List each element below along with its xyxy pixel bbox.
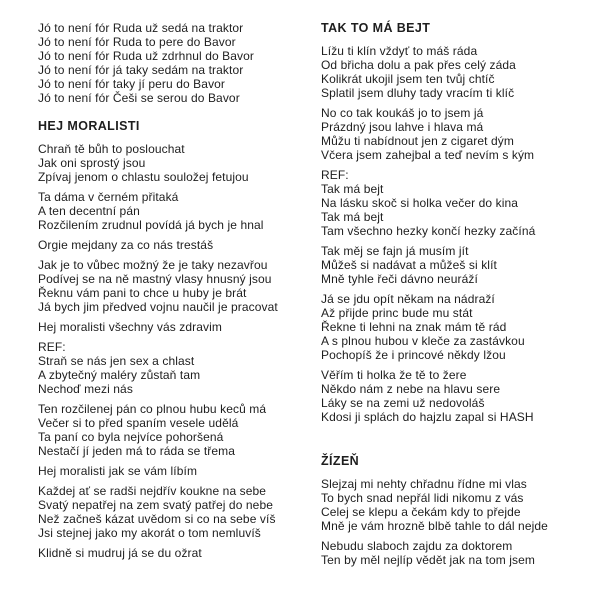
lyric-line: Pochopíš že i princové někdy lžou xyxy=(321,348,506,362)
lyric-line: Než začneš kázat uvědom si co na sebe víš xyxy=(38,512,276,526)
lyric-line: Tak má bejt xyxy=(321,182,384,196)
lyric-line: Hej moralisti jak se vám líbím xyxy=(38,464,198,478)
lyric-line: Každej ať se radši nejdřív koukne na sebe xyxy=(38,484,267,498)
lyric-line: Jak je to vůbec možný že je taky nezavřou xyxy=(38,258,268,272)
stanza xyxy=(321,244,586,286)
stanza xyxy=(38,190,303,232)
lyric-line: Klidně si mudruj já se du ožrat xyxy=(38,546,202,560)
song-title: TAK TO MÁ BEJT xyxy=(321,21,431,35)
lyric-line: Kdosi ji splách do hajzlu zapal si HASH xyxy=(321,410,534,424)
stanza xyxy=(321,44,586,100)
lyric-line: Jak oni sprostý jsou xyxy=(38,156,146,170)
lyric-line: Jó to není fór taky jí peru do Bavor xyxy=(38,77,226,91)
lyric-line: Orgie mejdany za co nás trestáš xyxy=(38,238,214,252)
stanza xyxy=(321,292,586,362)
stanza xyxy=(38,258,303,314)
lyric-line: Ten rozčilenej pán co plnou hubu keců má xyxy=(38,402,267,416)
lyric-line: Chraň tě bůh to poslouchat xyxy=(38,142,185,156)
lyric-line: REF: xyxy=(38,340,66,354)
lyric-line: Mně je vám hrozně blbě tahle to dál nejde xyxy=(321,519,548,533)
lyric-line: Někdo nám z nebe na hlavu sere xyxy=(321,382,501,396)
stanza xyxy=(321,368,586,424)
lyric-line: Nechoď mezi nás xyxy=(38,382,133,396)
lyric-line: Řeknu vám pani to chce u huby je brát xyxy=(38,286,247,300)
lyrics-column-left xyxy=(38,21,303,596)
stanza xyxy=(38,484,303,540)
song-title: ŽÍZEŇ xyxy=(321,454,360,468)
lyric-line: No co tak koukáš jo to jsem já xyxy=(321,106,484,120)
lyric-line: Jó to není fór Ruda to pere do Bavor xyxy=(38,35,236,49)
lyric-line: Jó to není fór Češi se serou do Bavor xyxy=(38,91,240,105)
lyric-line: Jó to není fór Ruda už zdrhnul do Bavor xyxy=(38,49,255,63)
lyric-line: Nebudu slaboch zajdu za doktorem xyxy=(321,539,513,553)
lyric-line: Až přijde princ bude mu stát xyxy=(321,306,473,320)
lyric-line: Jó to není fór Ruda už sedá na traktor xyxy=(38,21,244,35)
lyric-line: Jsi stejnej jako my akorát o tom nemluvíš xyxy=(38,526,261,540)
lyric-line: Splatil jsem dluhy tady vracím ti klíč xyxy=(321,86,515,100)
lyric-line: Od břicha dolu a pak přes celý záda xyxy=(321,58,516,72)
lyric-line: Můžu ti nabídnout jen z cigaret dým xyxy=(321,134,514,148)
stanza xyxy=(321,539,586,567)
stanza xyxy=(38,546,303,560)
song-title: HEJ MORALISTI xyxy=(38,119,140,133)
lyric-line: Věřím ti holka že tě to žere xyxy=(321,368,467,382)
lyric-line: Láky se na zemi už nedovoláš xyxy=(321,396,485,410)
lyric-line: Já bych jim předved vojnu naučil je pracovat xyxy=(38,300,278,314)
stanza xyxy=(38,320,303,334)
lyric-line: Ta paní co byla nejvíce pohoršená xyxy=(38,430,224,444)
lyric-line: A s plnou hubou v kleče za zastávkou xyxy=(321,334,525,348)
lyric-line: Ta dáma v černém přitaká xyxy=(38,190,179,204)
lyric-line: Tam všechno hezky končí hezky začíná xyxy=(321,224,536,238)
lyric-line: Tak měj se fajn já musím jít xyxy=(321,244,469,258)
lyric-line: Já se jdu opít někam na nádraží xyxy=(321,292,495,306)
lyric-line: Prázdný jsou lahve i hlava má xyxy=(321,120,484,134)
lyric-line: Večer si to před spaním vesele udělá xyxy=(38,416,239,430)
lyrics-column-right xyxy=(321,21,586,596)
stanza xyxy=(321,477,586,533)
lyric-line: Včera jsem zahejbal a teď nevím s kým xyxy=(321,148,535,162)
stanza xyxy=(38,21,303,105)
stanza xyxy=(38,238,303,252)
lyric-line: Straň se nás jen sex a chlast xyxy=(38,354,195,368)
lyric-line: Hej moralisti všechny vás zdravim xyxy=(38,320,223,334)
lyric-line: A ten decentní pán xyxy=(38,204,140,218)
lyric-line: Kolikrát ukojil jsem ten tvůj chtíč xyxy=(321,72,495,86)
lyric-line: Tak má bejt xyxy=(321,210,384,224)
stanza xyxy=(38,340,303,396)
lyric-line: Zpívaj jenom o chlastu souložej fetujou xyxy=(38,170,249,184)
lyric-line: Ten by měl nejlíp vědět jak na tom jsem xyxy=(321,553,535,567)
lyric-line: Svatý nepatřej na zem svatý patřej do nebe xyxy=(38,498,274,512)
stanza xyxy=(321,168,586,238)
stanza xyxy=(38,402,303,458)
lyric-line: Rozčilením zrudnul povídá já bych je hnal xyxy=(38,218,264,232)
stanza xyxy=(38,464,303,478)
lyric-line: Lížu ti klín vždyť to máš ráda xyxy=(321,44,478,58)
lyric-line: Mně tyhle řeči dávno neuráží xyxy=(321,272,478,286)
lyric-line: Řekne ti lehni na znak mám tě rád xyxy=(321,320,507,334)
lyric-line: REF: xyxy=(321,168,349,182)
lyric-line: Jó to není fór já taky sedám na traktor xyxy=(38,63,244,77)
stanza xyxy=(38,142,303,184)
lyric-line: Na lásku skoč si holka večer do kina xyxy=(321,196,519,210)
lyric-line: Podívej se na ně mastný vlasy hnusný jsou xyxy=(38,272,272,286)
lyric-line: Celej se klepu a čekám kdy to přejde xyxy=(321,505,521,519)
stanza xyxy=(321,106,586,162)
lyric-line: To bych snad nepřál lidi nikomu z vás xyxy=(321,491,524,505)
lyric-line: Můžeš si nadávat a můžeš si klít xyxy=(321,258,497,272)
lyric-line: Nestačí jí jeden má to ráda se třema xyxy=(38,444,236,458)
lyric-line: Slejzaj mi nehty chřadnu řídne mi vlas xyxy=(321,477,527,491)
lyric-line: A zbytečný maléry zůstaň tam xyxy=(38,368,201,382)
